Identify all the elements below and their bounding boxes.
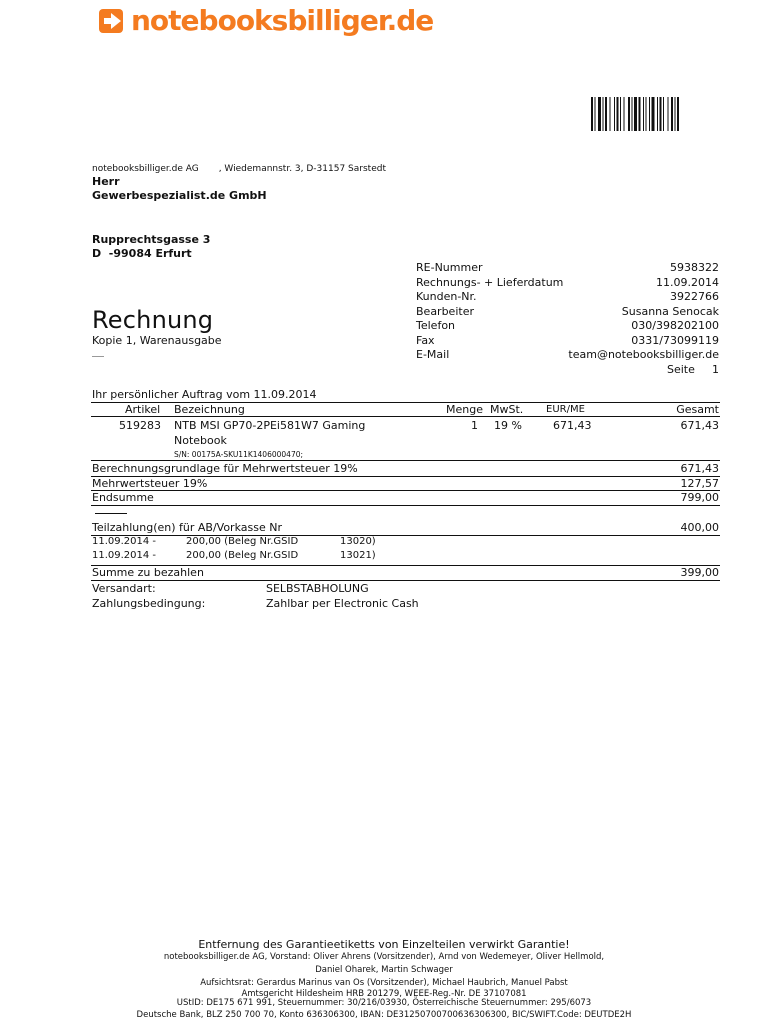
payment-ref: 13020) (340, 536, 376, 547)
divider (92, 356, 104, 357)
meta-value: 5938322 (670, 261, 719, 274)
recipient-city: D -99084 Erfurt (92, 247, 192, 260)
meta-label: Rechnungs- + Lieferdatum (416, 276, 564, 289)
item-quantity: 1 (471, 419, 478, 432)
warranty-warning: Entfernung des Garantieetiketts von Einzelteilen verwirkt Garantie! (198, 938, 570, 951)
sum-value: 799,00 (680, 491, 719, 504)
payment-terms-label: Zahlungsbedingung: (92, 597, 206, 610)
meta-value: Susanna Senocak (621, 305, 719, 318)
payment-date: 11.09.2014 - (92, 550, 157, 561)
page-number: 1 (712, 363, 719, 376)
meta-label: Fax (416, 334, 435, 347)
sum-label: Endsumme (92, 491, 154, 504)
document-title: Rechnung (92, 306, 214, 334)
divider (91, 580, 720, 581)
meta-label: Kunden-Nr. (416, 290, 477, 303)
recipient-street: Rupprechtsgasse 3 (92, 233, 211, 246)
tax-basis-label: Berechnungsgrundlage für Mehrwertsteuer 19% (92, 462, 358, 475)
tax-basis-value: 671,43 (680, 462, 719, 475)
footer-line: Aufsichtsrat: Gerardus Marinus van Os (Vorsitzender), Michael Haubrich, Manuel Pabst (200, 978, 568, 988)
payments-value: 400,00 (680, 521, 719, 534)
col-header-menge: Menge (446, 403, 483, 416)
meta-value: 11.09.2014 (656, 276, 719, 289)
col-header-gesamt: Gesamt (676, 403, 719, 416)
meta-label: Bearbeiter (416, 305, 474, 318)
barcode-image (591, 97, 719, 131)
footer-line: notebooksbilliger.de AG, Vorstand: Oliver Ahrens (Vorsitzender), Arnd von Wedemeyer, Oliver Hellmold, (163, 952, 605, 962)
divider (91, 416, 720, 417)
document-subtitle: Kopie 1, Warenausgabe (92, 334, 222, 347)
shipping-label: Versandart: (92, 582, 156, 595)
col-header-artikel: Artikel (125, 403, 161, 416)
arrow-right-icon (99, 7, 127, 35)
item-total: 671,43 (680, 419, 719, 432)
tax-label: Mehrwertsteuer 19% (92, 477, 208, 490)
footer-line: UStID: DE175 671 991, Steuernummer: 30/216/03930, Österreichische Steuernummer: 295/6073 (176, 998, 592, 1008)
meta-value: 030/398202100 (631, 319, 719, 332)
payments-label: Teilzahlung(en) für AB/Vorkasse Nr (92, 521, 282, 534)
meta-email-value: team@notebooksbilliger.de (568, 348, 719, 361)
order-line: Ihr persönlicher Auftrag vom 11.09.2014 (92, 388, 317, 401)
payment-terms-value: Zahlbar per Electronic Cash (266, 597, 419, 610)
item-serial: S/N: 00175A-SKU11K1406000470; (174, 450, 304, 459)
divider (91, 490, 720, 491)
divider (91, 460, 720, 461)
col-header-mwst: MwSt. (490, 403, 524, 416)
footer-line: Daniel Oharek, Martin Schwager (315, 965, 453, 975)
due-value: 399,00 (680, 566, 719, 579)
divider (91, 505, 720, 506)
meta-value: 0331/73099119 (631, 334, 719, 347)
item-description: NTB MSI GP70-2PEi581W7 Gaming (174, 419, 366, 432)
item-description-line2: Notebook (174, 434, 227, 447)
tax-value: 127,57 (680, 477, 719, 490)
due-label: Summe zu bezahlen (92, 566, 204, 579)
payment-ref: 13021) (340, 550, 376, 561)
company-logo (99, 4, 433, 38)
meta-label: Telefon (416, 319, 456, 332)
logo-text: notebooksbilliger.de (131, 4, 434, 37)
col-header-eur: EUR/ME (546, 404, 585, 415)
payment-date: 11.09.2014 - (92, 536, 157, 547)
footer-line: Deutsche Bank, BLZ 250 700 70, Konto 636306300, IBAN: DE31250700700636306300, BIC/SWIFT.Code: DEUTDE2H (136, 1010, 632, 1020)
meta-label: RE-Nummer (416, 261, 483, 274)
payment-amount: 200,00 (Beleg Nr.GSID (186, 550, 299, 561)
payment-amount: 200,00 (Beleg Nr.GSID (186, 536, 299, 547)
sender-line: notebooksbilliger.de AG , Wiedemannstr. 3, D-31157 Sarstedt (92, 164, 386, 174)
footer-line: Amtsgericht Hildesheim HRB 201279, WEEE-Reg.-Nr. DE 37107081 (241, 989, 527, 999)
col-header-bezeichnung: Bezeichnung (174, 403, 245, 416)
shipping-value: SELBSTABHOLUNG (266, 582, 369, 595)
item-vat: 19 % (494, 419, 522, 432)
item-number: 519283 (119, 419, 161, 432)
divider (95, 513, 127, 514)
page-label: Seite (667, 363, 695, 376)
recipient-company: Gewerbespezialist.de GmbH (92, 189, 267, 202)
recipient-salutation: Herr (92, 175, 120, 188)
item-unit-price: 671,43 (553, 419, 592, 432)
meta-label: E-Mail (416, 348, 450, 361)
meta-value: 3922766 (670, 290, 719, 303)
